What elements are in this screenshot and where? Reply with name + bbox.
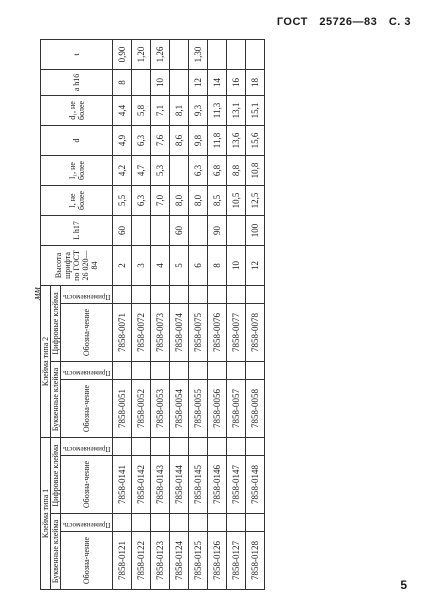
table-row [189, 39, 208, 589]
table-cell [132, 215, 151, 245]
footer-page-number: 5 [400, 578, 407, 592]
table-cell [170, 39, 189, 69]
table-cell: 12 [189, 69, 208, 95]
table-cell: 7858-0054 [170, 379, 189, 437]
table-cell [227, 437, 246, 455]
table-cell [132, 69, 151, 95]
type2-letter-header: Буквенные клейма [51, 361, 61, 437]
table-cell: 100 [246, 215, 265, 245]
designation-header: Обозна-чение [61, 532, 113, 590]
table-cell: 7858-0074 [170, 303, 189, 361]
table-cell: 7858-0122 [132, 532, 151, 590]
table-row [113, 39, 132, 589]
table-cell: 13,6 [227, 125, 246, 155]
table-cell: 4,9 [113, 125, 132, 155]
units-label: мм [32, 287, 43, 300]
table-cell: 5,8 [132, 95, 151, 125]
table-cell [132, 361, 151, 379]
table-cell [246, 39, 265, 69]
table-row [151, 39, 170, 589]
table-cell: 8 [113, 69, 132, 95]
table-cell: 7,0 [151, 185, 170, 215]
table-cell: 10,8 [246, 155, 265, 185]
table-cell: 1,30 [189, 39, 208, 69]
table-cell: 90 [208, 215, 227, 245]
table-cell: 7858-0073 [151, 303, 170, 361]
table-cell: 7858-0056 [208, 379, 227, 437]
table-cell [227, 361, 246, 379]
table-cell [208, 39, 227, 69]
table-cell: 16 [227, 69, 246, 95]
table-cell [151, 437, 170, 455]
table-cell [189, 361, 208, 379]
table-cell: 7858-0121 [113, 532, 132, 590]
table-cell: 7858-0147 [227, 456, 246, 514]
table-cell: 7858-0075 [189, 303, 208, 361]
table-row [227, 39, 246, 589]
rotated-table-wrapper [40, 40, 410, 590]
table-cell: 4,2 [113, 155, 132, 185]
d-header: d [41, 125, 113, 155]
table-cell [151, 285, 170, 303]
table-cell [170, 155, 189, 185]
table-cell: 1,20 [132, 39, 151, 69]
table-cell [227, 215, 246, 245]
applicability-header: Применяемость [61, 437, 113, 455]
page-header [269, 16, 411, 28]
table-cell [189, 437, 208, 455]
table-cell: 18 [246, 69, 265, 95]
gost-number: 25726—83 [319, 16, 378, 28]
stamps-table [40, 39, 265, 590]
table-cell: 7858-0142 [132, 456, 151, 514]
table-cell [246, 361, 265, 379]
gost-label: ГОСТ [276, 16, 308, 28]
table-cell [151, 215, 170, 245]
table-cell: 7858-0146 [208, 456, 227, 514]
table-cell [113, 285, 132, 303]
table-cell: 8,0 [189, 185, 208, 215]
table-cell: 7858-0053 [151, 379, 170, 437]
table-cell: 7858-0052 [132, 379, 151, 437]
table-cell [132, 285, 151, 303]
table-cell [208, 514, 227, 532]
table-cell: 7,6 [151, 125, 170, 155]
table-cell: 4,4 [113, 95, 132, 125]
table-cell: 7858-0123 [151, 532, 170, 590]
table-cell: 6,8 [208, 155, 227, 185]
table-cell: 7858-0077 [227, 303, 246, 361]
table-cell: 60 [170, 215, 189, 245]
table-cell: 7858-0126 [208, 532, 227, 590]
table-cell: 7858-0145 [189, 456, 208, 514]
table-cell: 7858-0127 [227, 532, 246, 590]
a-header: a h16 [41, 69, 113, 95]
table-cell: 9,8 [189, 125, 208, 155]
table-cell: 15,6 [246, 125, 265, 155]
applicability-header: Применяемость [61, 285, 113, 303]
table-cell: 7858-0057 [227, 379, 246, 437]
applicability-header: Применяемость [61, 361, 113, 379]
table-cell: 6,3 [132, 185, 151, 215]
table-cell: 5,5 [113, 185, 132, 215]
table-cell: 8,5 [208, 185, 227, 215]
type1-digit-header: Цифровые клейма [51, 437, 61, 513]
table-cell [151, 514, 170, 532]
table-cell [113, 514, 132, 532]
table-cell [246, 285, 265, 303]
table-cell: 7858-0071 [113, 303, 132, 361]
table-cell: 11,3 [208, 95, 227, 125]
table-cell: 15,1 [246, 95, 265, 125]
table-cell [170, 437, 189, 455]
table-cell: 10,5 [227, 185, 246, 215]
table-cell: 7858-0148 [246, 456, 265, 514]
table-cell: 10 [227, 245, 246, 285]
table-cell [246, 514, 265, 532]
table-cell [189, 514, 208, 532]
table-cell: 8,1 [170, 95, 189, 125]
table-cell: 6,3 [189, 155, 208, 185]
table-cell: 7858-0072 [132, 303, 151, 361]
table-cell: 7858-0128 [246, 532, 265, 590]
page-label: С. 3 [388, 16, 411, 28]
table-cell: 7858-0055 [189, 379, 208, 437]
table-cell: 14 [208, 69, 227, 95]
font-height-header: Высота шрифта по ГОСТ 26 020—84 [41, 245, 113, 285]
table-cell: 7858-0078 [246, 303, 265, 361]
table-cell: 4,7 [132, 155, 151, 185]
table-cell [227, 285, 246, 303]
table-cell: 3 [132, 245, 151, 285]
table-cell [189, 215, 208, 245]
table-cell: 10 [151, 69, 170, 95]
table-cell: 5,3 [151, 155, 170, 185]
table-cell: 7858-0124 [170, 532, 189, 590]
L-header: L h17 [41, 215, 113, 245]
type1-letter-header: Буквенные клейма [51, 514, 61, 590]
table-cell: 9,3 [189, 95, 208, 125]
table-cell [227, 514, 246, 532]
group-type2-header: Клейма типа 2 [41, 285, 51, 437]
t-header: t [41, 39, 113, 69]
table-cell [208, 285, 227, 303]
table-cell: 7858-0143 [151, 456, 170, 514]
table-cell [227, 39, 246, 69]
table-cell: 2 [113, 245, 132, 285]
table-cell [208, 361, 227, 379]
table-cell: 13,1 [227, 95, 246, 125]
table-row [170, 39, 189, 589]
applicability-header: Применяемость [61, 514, 113, 532]
table-cell: 7,1 [151, 95, 170, 125]
table-cell [208, 437, 227, 455]
table-cell [151, 361, 170, 379]
table-cell [189, 285, 208, 303]
table-cell [113, 437, 132, 455]
table-cell: 6,3 [132, 125, 151, 155]
d1-header: d₁, не более [41, 95, 113, 125]
table-cell [170, 69, 189, 95]
l1-header: l₁, не более [41, 155, 113, 185]
table-cell: 12,5 [246, 185, 265, 215]
designation-header: Обозна-чение [61, 303, 113, 361]
table-cell: 8,0 [170, 185, 189, 215]
l-header: l, не более [41, 185, 113, 215]
table-cell [246, 437, 265, 455]
table-cell [170, 361, 189, 379]
table-cell: 11,8 [208, 125, 227, 155]
table-cell: 6 [189, 245, 208, 285]
table-cell: 8,8 [227, 155, 246, 185]
designation-header: Обозна-чение [61, 379, 113, 437]
table-cell: 60 [113, 215, 132, 245]
table-cell: 7858-0125 [189, 532, 208, 590]
group-type1-header: Клейма типа 1 [41, 437, 51, 589]
table-cell: 0,90 [113, 39, 132, 69]
table-row [132, 39, 151, 589]
designation-header: Обозна-чение [61, 456, 113, 514]
table-cell: 8 [208, 245, 227, 285]
table-cell [113, 361, 132, 379]
table-cell: 1,26 [151, 39, 170, 69]
type2-digit-header: Цифровые клейма [51, 285, 61, 361]
table-cell: 7858-0051 [113, 379, 132, 437]
table-cell: 7858-0058 [246, 379, 265, 437]
table-cell: 7858-0141 [113, 456, 132, 514]
table-cell: 12 [246, 245, 265, 285]
table-cell: 4 [151, 245, 170, 285]
table-row [208, 39, 227, 589]
table-cell: 5 [170, 245, 189, 285]
table-cell [170, 514, 189, 532]
table-cell [132, 437, 151, 455]
table-row [246, 39, 265, 589]
table-cell: 8,6 [170, 125, 189, 155]
table-cell: 7858-0076 [208, 303, 227, 361]
table-cell: 7858-0144 [170, 456, 189, 514]
table-cell [170, 285, 189, 303]
table-cell [132, 514, 151, 532]
